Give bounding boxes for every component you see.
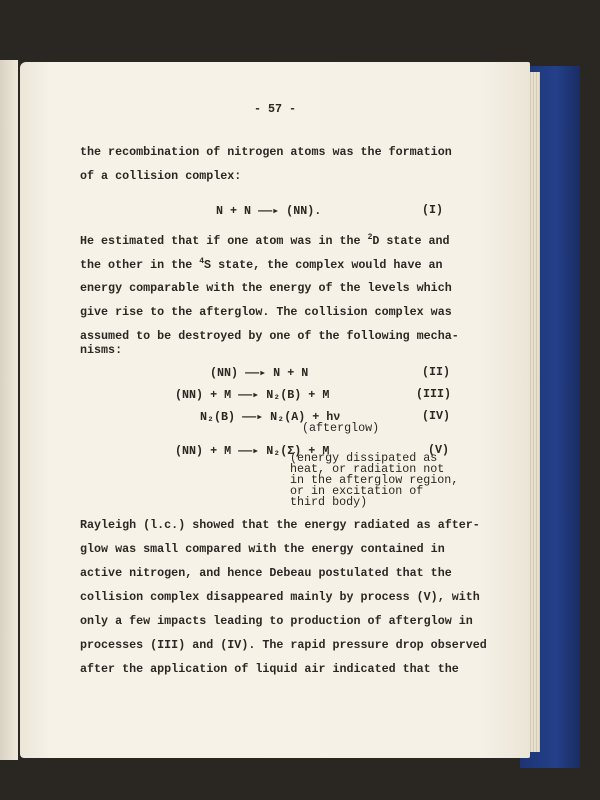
equation-label: (IV) bbox=[422, 409, 451, 423]
text-line: give rise to the afterglow. The collision complex was bbox=[80, 305, 452, 319]
equation-note: (afterglow) bbox=[302, 421, 380, 435]
text-line: Rayleigh (l.c.) showed that the energy radiated as after- bbox=[80, 518, 480, 532]
left-page-edge bbox=[0, 60, 18, 760]
text-line: energy comparable with the energy of the levels which bbox=[80, 281, 452, 295]
text-line: active nitrogen, and hence Debeau postulated that the bbox=[80, 566, 452, 580]
text-line: after the application of liquid air indicated that the bbox=[80, 662, 459, 676]
text-line: only a few impacts leading to production of afterglow in bbox=[80, 614, 473, 628]
text-line: He estimated that if one atom was in the $^2$D state and bbox=[80, 233, 450, 248]
arrow-icon: ——▸ bbox=[258, 204, 280, 218]
book-page bbox=[20, 62, 530, 758]
text-line: of a collision complex: bbox=[80, 169, 242, 183]
equation-label: (II) bbox=[422, 365, 451, 379]
equation-4: N₂(B) ——▸ N₂(A) + hν bbox=[200, 410, 341, 424]
equation-3: (NN) + M ——▸ N₂(B) + M bbox=[175, 388, 330, 402]
text-line: glow was small compared with the energy contained in bbox=[80, 542, 445, 556]
equation-2: (NN) ——▸ N + N bbox=[210, 366, 309, 380]
equation-label: (V) bbox=[428, 443, 450, 457]
text-line: the other in the $^4$S state, the complex would have an bbox=[80, 257, 443, 272]
text-line: the recombination of nitrogen atoms was the formation bbox=[80, 145, 452, 159]
text-line: assumed to be destroyed by one of the following mecha- bbox=[80, 329, 459, 343]
page-number: - 57 - bbox=[253, 102, 297, 116]
arrow-icon: ——▸ bbox=[238, 388, 260, 402]
arrow-icon: ——▸ bbox=[242, 410, 264, 424]
equation-1: N + N ——▸ (NN). bbox=[216, 204, 322, 218]
text-line: collision complex disappeared mainly by process (V), with bbox=[80, 590, 480, 604]
text-line: processes (III) and (IV). The rapid pressure drop observed bbox=[80, 638, 487, 652]
arrow-icon: ——▸ bbox=[245, 366, 267, 380]
equation-note: (energy dissipated as heat, or radiation not in the afterglow region, or in excitation of third body) bbox=[290, 451, 459, 509]
equation-5: (NN) + M ——▸ N₂(Σ) + M bbox=[175, 444, 330, 458]
equation-label: (I) bbox=[422, 203, 444, 217]
text-line: nisms: bbox=[80, 343, 123, 357]
arrow-icon: ——▸ bbox=[238, 444, 260, 458]
equation-label: (III) bbox=[416, 387, 452, 401]
